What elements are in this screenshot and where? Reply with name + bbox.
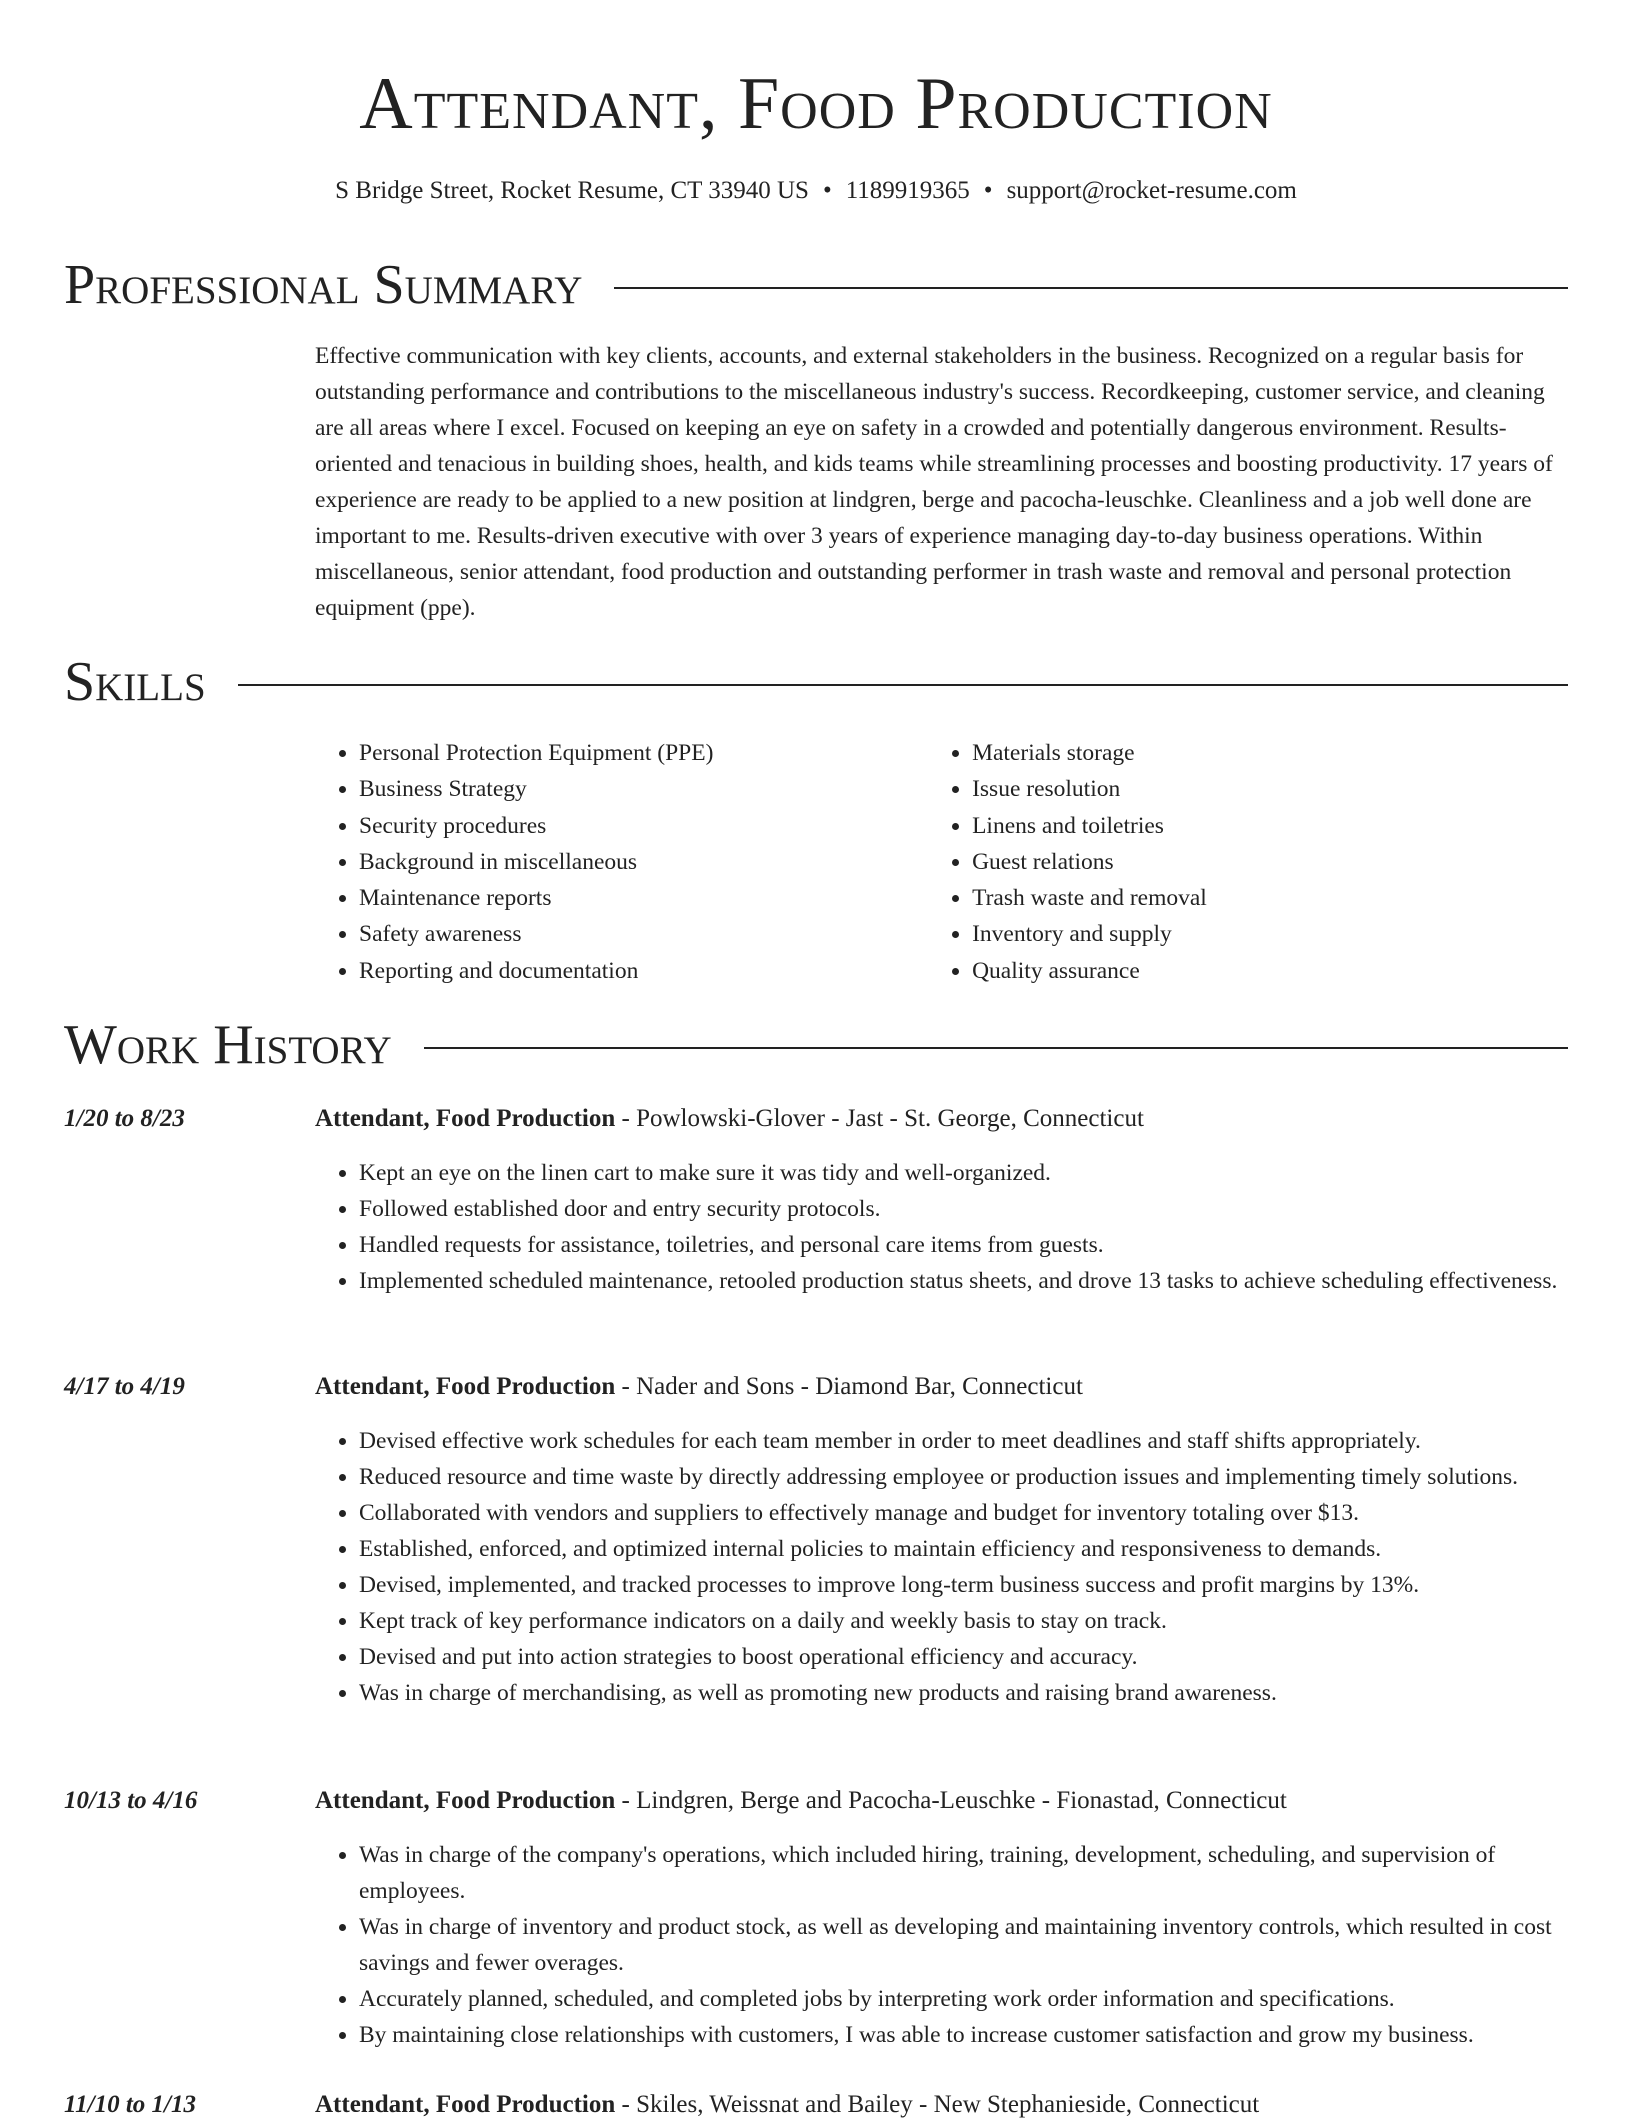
skill-item: • Issue resolution: [972, 771, 1569, 807]
skill-item: • Security procedures: [359, 808, 928, 844]
skill-item: • Background in miscellaneous: [359, 844, 928, 880]
job-title: Attendant, Food Production: [315, 1105, 616, 1132]
skill-item: • Linens and toiletries: [972, 808, 1569, 844]
job-title: Attendant, Food Production: [315, 2091, 616, 2118]
skills-column-left: [315, 735, 928, 989]
section-title-skills: Skills: [64, 651, 206, 713]
section-header-skills: [64, 650, 1568, 714]
professional-summary-text: Effective communication with key clients, accounts, and external stakeholders in the business. Recognized on a regular basis for outstanding performance and contributions to the miscellaneous industry's success. Recordkeeping, customer service, and cleaning are all areas where I excel. Focused on keeping an eye on safety in a crowded and potentially dangerous environment. Results-oriented and tenacious in building shoes, health, and kids teams while streamlining processes and boosting productivity. 17 years of experience are ready to be applied to a new position at lindgren, berge and pacocha-leuschke. Cleanliness and a job well done are important to me. Results-driven executive with over 3 years of experience managing day-to-day business operations. Within miscellaneous, senior attendant, food production and outstanding performer in trash waste and removal and personal protection equipment (ppe).: [315, 343, 1553, 621]
skill-item: • Materials storage: [972, 735, 1569, 771]
skill-item: • Maintenance reports: [359, 880, 928, 916]
skill-item: • Trash waste and removal: [972, 880, 1569, 916]
section-header-summary: [64, 253, 1568, 317]
section-header-work-history: [64, 1013, 1568, 1077]
contact-line: [0, 173, 1632, 209]
job-bullet: • Was in charge of inventory and product stock, as well as developing and maintaining inventory controls, which resulted in cost savings and fewer overages.: [359, 1909, 1568, 1981]
job-bullet: • Handled requests for assistance, toiletries, and personal care items from guests.: [359, 1227, 1568, 1263]
job-bullet: • Established, enforced, and optimized internal policies to maintain efficiency and responsiveness to demands.: [359, 1531, 1568, 1567]
job-bullet: • Devised effective work schedules for each team member in order to meet deadlines and staff shifts appropriately.: [359, 1423, 1568, 1459]
skill-item: • Personal Protection Equipment (PPE): [359, 735, 928, 771]
job-bullets: [315, 1155, 1568, 1299]
job-dates: 1/20 to 8/23: [64, 1105, 185, 1132]
job-bullet: • Collaborated with vendors and suppliers to effectively manage and budget for inventory totaling over $13.: [359, 1495, 1568, 1531]
job-dates: 10/13 to 4/16: [64, 1787, 198, 1814]
job-title: Attendant, Food Production: [315, 1787, 616, 1814]
job-bullet: • Kept track of key performance indicators on a daily and weekly basis to stay on track.: [359, 1603, 1568, 1639]
job-bullet: • By maintaining close relationships with customers, I was able to increase customer satisfaction and grow my business.: [359, 2017, 1568, 2053]
job-bullet: • Reduced resource and time waste by directly addressing employee or production issues and implementing timely solutions.: [359, 1459, 1568, 1495]
job-header: [315, 1783, 1568, 1819]
job-company: - Lindgren, Berge and Pacocha-Leuschke - Fionastad, Connecticut: [615, 1787, 1287, 1814]
skills-list: [315, 735, 1569, 989]
skills-column-right: [928, 735, 1569, 989]
job-company: - Skiles, Weissnat and Bailey - New Stephanieside, Connecticut: [615, 2091, 1260, 2118]
job-header: [315, 1369, 1568, 1405]
section-divider: [614, 287, 1568, 289]
job-bullets: [315, 1837, 1568, 2053]
job-dates: 4/17 to 4/19: [64, 1373, 185, 1400]
contact-separator: •: [822, 177, 832, 204]
job-bullet: • Kept an eye on the linen cart to make sure it was tidy and well-organized.: [359, 1155, 1568, 1191]
skill-item: • Guest relations: [972, 844, 1569, 880]
job-company: - Nader and Sons - Diamond Bar, Connecticut: [615, 1373, 1083, 1400]
skill-item: • Reporting and documentation: [359, 953, 928, 989]
job-header: [315, 1101, 1568, 1137]
contact-email: support@rocket-resume.com: [1006, 177, 1297, 204]
job-bullet: • Was in charge of merchandising, as well as promoting new products and raising brand awareness.: [359, 1675, 1568, 1711]
job-bullet: • Devised and put into action strategies to boost operational efficiency and accuracy.: [359, 1639, 1568, 1675]
job-bullets: [315, 1423, 1568, 1711]
job-title: Attendant, Food Production: [315, 1373, 616, 1400]
contact-separator: •: [983, 177, 993, 204]
section-divider: [238, 684, 1568, 686]
section-title-summary: Professional Summary: [64, 254, 583, 316]
job-bullet: • Accurately planned, scheduled, and completed jobs by interpreting work order information and specifications.: [359, 1981, 1568, 2017]
section-divider: [424, 1047, 1568, 1049]
skill-item: • Quality assurance: [972, 953, 1569, 989]
job-bullet: • Was in charge of the company's operations, which included hiring, training, development, scheduling, and supervision of employees.: [359, 1837, 1568, 1909]
contact-phone: 1189919365: [845, 177, 970, 204]
job-dates: 11/10 to 1/13: [64, 2091, 196, 2118]
skill-item: • Business Strategy: [359, 771, 928, 807]
resume-name: Attendant, Food Production: [359, 63, 1273, 145]
section-title-work-history: Work History: [64, 1014, 392, 1076]
skill-item: • Inventory and supply: [972, 916, 1569, 952]
skill-item: • Safety awareness: [359, 916, 928, 952]
job-company: - Powlowski-Glover - Jast - St. George, Connecticut: [615, 1105, 1144, 1132]
job-bullet: • Devised, implemented, and tracked processes to improve long-term business success and profit margins by 13%.: [359, 1567, 1568, 1603]
job-bullet: • Implemented scheduled maintenance, retooled production status sheets, and drove 13 tasks to achieve scheduling effectiveness.: [359, 1263, 1568, 1299]
job-bullet: • Followed established door and entry security protocols.: [359, 1191, 1568, 1227]
job-header: [315, 2087, 1568, 2123]
contact-address: S Bridge Street, Rocket Resume, CT 33940 US: [335, 177, 809, 204]
